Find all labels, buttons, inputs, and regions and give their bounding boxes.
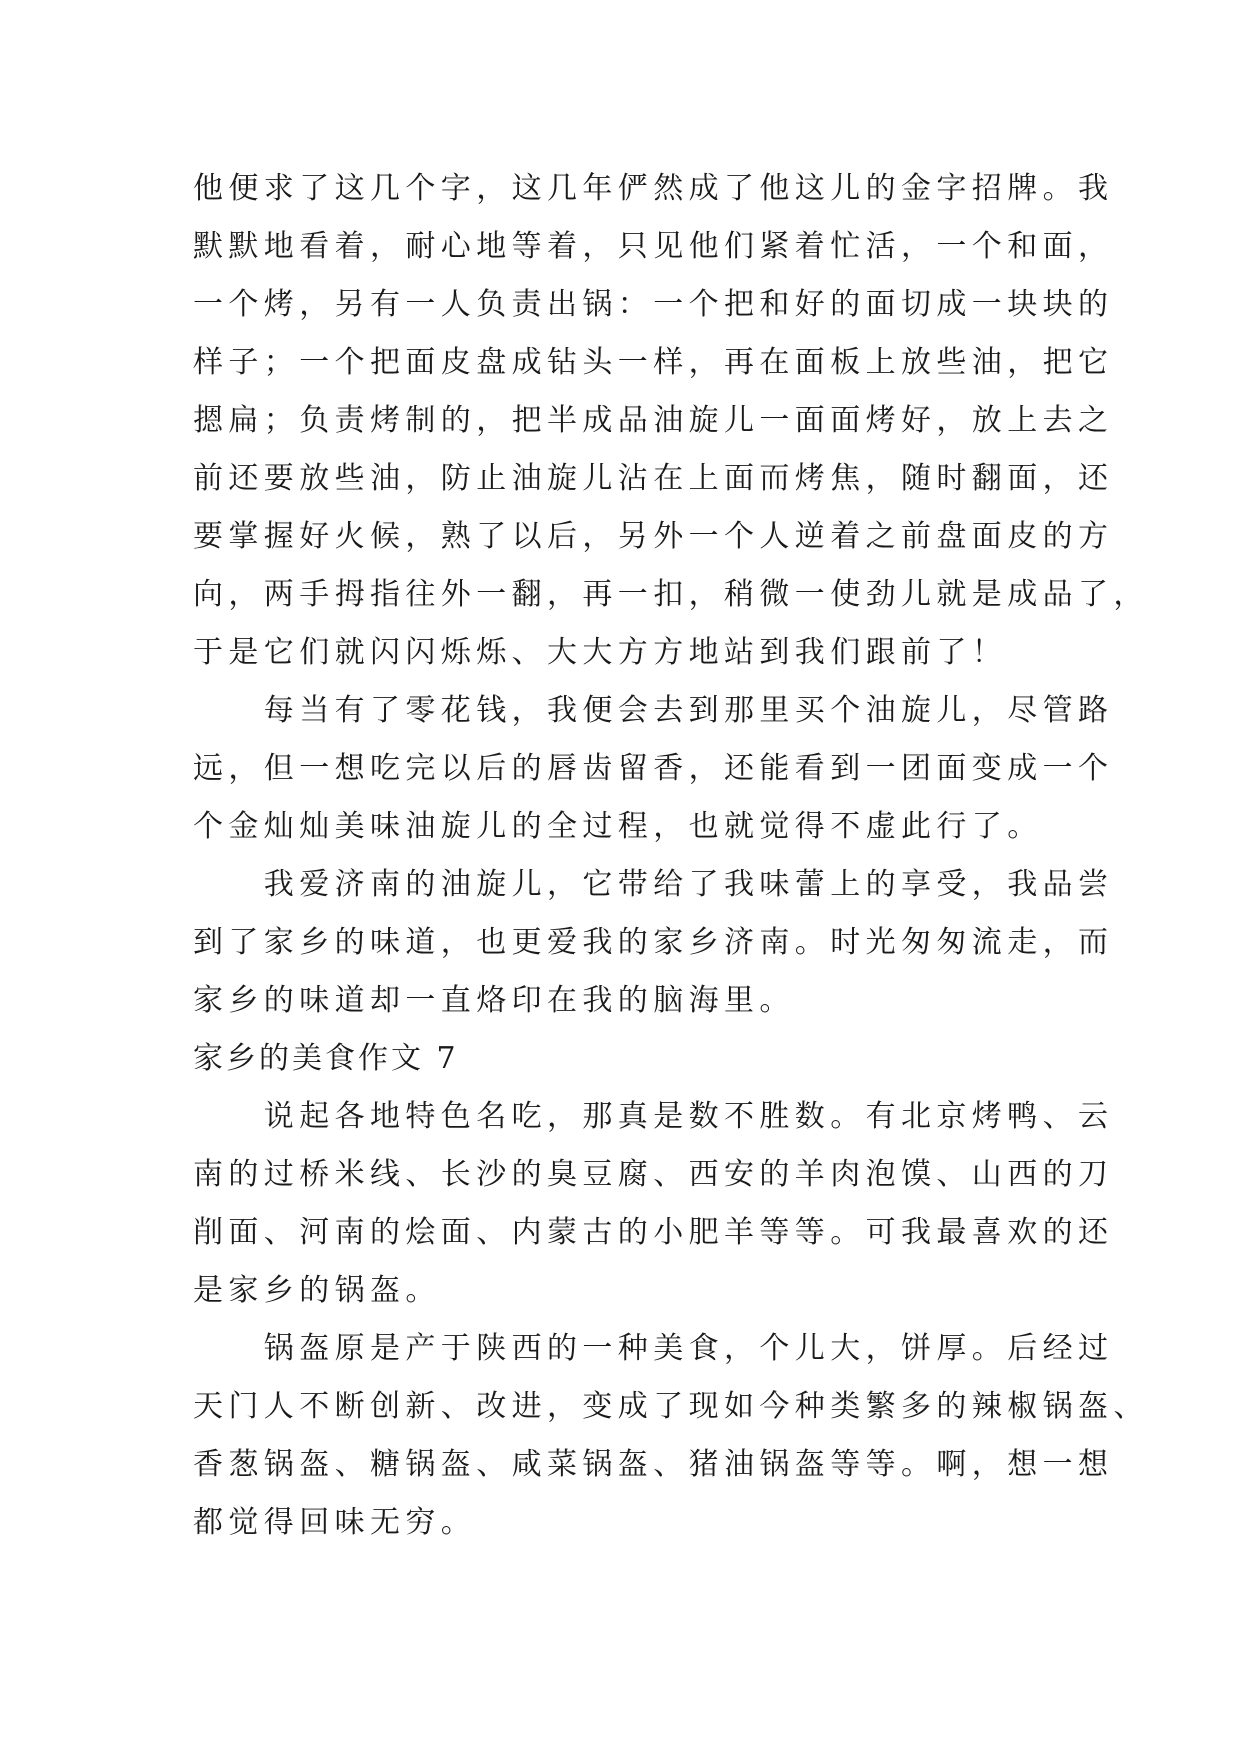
text-line: 家乡的味道却一直烙印在我的脑海里。 [193,983,795,1018]
text-line: 是家乡的锅盔。 [193,1273,441,1308]
text-line: 说起各地特色名吃，那真是数不胜数。有北京烤鸭、云 [193,1099,1114,1134]
text-line: 每当有了零花钱，我便会去到那里买个油旋儿，尽管路 [193,693,1114,728]
text-line: 南的过桥米线、长沙的臭豆腐、西安的羊肉泡馍、山西的刀 [193,1157,1114,1192]
text-line: 我爱济南的油旋儿，它带给了我味蕾上的享受，我品尝 [193,867,1114,902]
text-line: 于是它们就闪闪烁烁、大大方方地站到我们跟前了！ [193,635,1008,670]
text-line: 要掌握好火候，熟了以后，另外一个人逆着之前盘面皮的方 [193,519,1114,554]
text-line: 样子；一个把面皮盘成钻头一样，再在面板上放些油，把它 [193,345,1114,380]
text-line: 前还要放些油，防止油旋儿沾在上面而烤焦，随时翻面，还 [193,461,1114,496]
text-line: 削面、河南的烩面、内蒙古的小肥羊等等。可我最喜欢的还 [193,1215,1114,1250]
text-line: 远，但一想吃完以后的唇齿留香，还能看到一团面变成一个 [193,751,1114,786]
text-line: 默默地看着，耐心地等着，只见他们紧着忙活，一个和面， [193,229,1114,264]
text-line: 锅盔原是产于陕西的一种美食，个儿大，饼厚。后经过 [193,1331,1114,1366]
document-body [193,160,1149,1552]
text-line: 天门人不断创新、改进，变成了现如今种类繁多的辣椒锅盔、 [193,1389,1149,1424]
section-heading: 家乡的美食作文 7 [193,1041,459,1076]
text-line: 都觉得回味无穷。 [193,1505,477,1540]
text-line: 香葱锅盔、糖锅盔、咸菜锅盔、猪油锅盔等等。啊，想一想 [193,1447,1114,1482]
text-line: 到了家乡的味道，也更爱我的家乡济南。时光匆匆流走，而 [193,925,1114,960]
text-line: 摁扁；负责烤制的，把半成品油旋儿一面面烤好，放上去之 [193,403,1114,438]
text-line: 个金灿灿美味油旋儿的全过程，也就觉得不虚此行了。 [193,809,1043,844]
text-line: 他便求了这几个字，这几年俨然成了他这儿的金字招牌。我 [193,171,1114,206]
text-line: 向，两手拇指往外一翻，再一扣，稍微一使劲儿就是成品了， [193,577,1149,612]
text-line: 一个烤，另有一人负责出锅：一个把和好的面切成一块块的 [193,287,1114,322]
